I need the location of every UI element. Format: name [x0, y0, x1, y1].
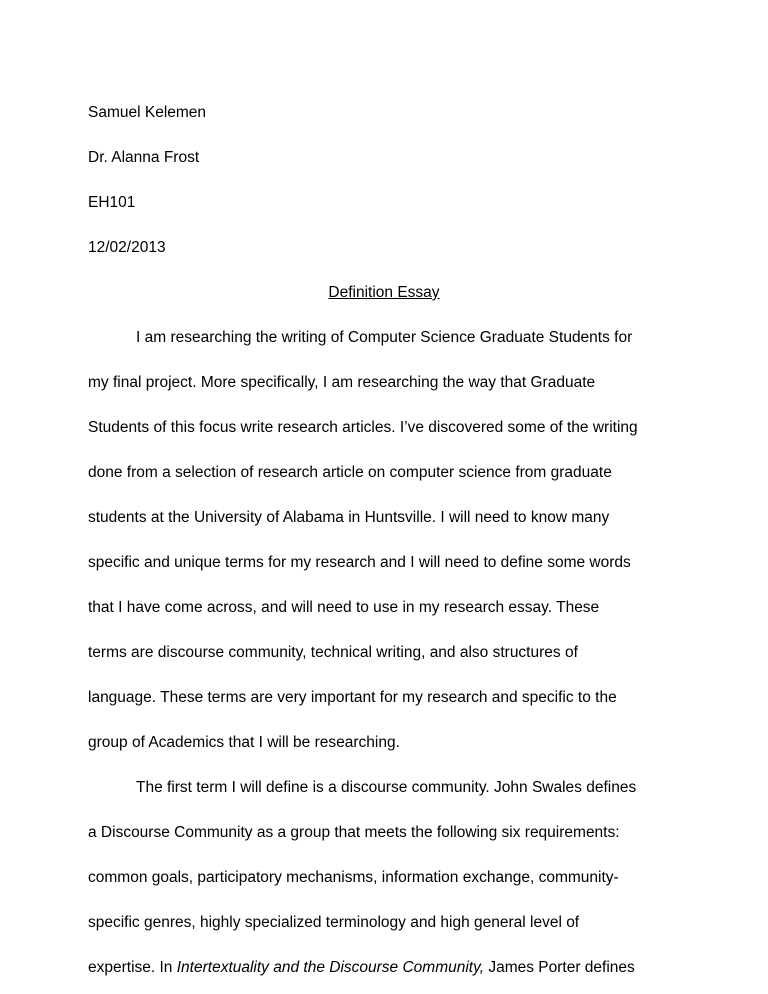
- essay-body: [88, 315, 692, 990]
- text-line: expertise. In: [88, 959, 177, 976]
- paragraph-1: [88, 315, 692, 765]
- essay-title: Definition Essay: [328, 284, 440, 301]
- paragraph-2: [88, 765, 692, 990]
- text-line: group of Academics that I will be researching.: [88, 734, 400, 751]
- text-line: done from a selection of research article on computer science from graduate: [88, 464, 612, 481]
- text-line: The first term I will define is a discourse community. John Swales defines: [136, 779, 637, 796]
- instructor-name: Dr. Alanna Frost: [88, 149, 200, 166]
- essay-heading: [88, 90, 688, 270]
- book-title: Intertextuality and the Discourse Community,: [176, 959, 485, 976]
- text-line: that I have come across, and will need to use in my research essay. These: [88, 599, 600, 616]
- essay-date: 12/02/2013: [88, 239, 166, 256]
- text-line: specific genres, highly specialized terminology and high general level of: [88, 914, 580, 931]
- course-code: EH101: [88, 194, 136, 211]
- text-line: a Discourse Community as a group that meets the following six requirements:: [88, 824, 620, 841]
- text-line: students at the University of Alabama in Huntsville. I will need to know many: [88, 509, 610, 526]
- text-line: common goals, participatory mechanisms, information exchange, community-: [88, 869, 619, 886]
- student-name: Samuel Kelemen: [88, 104, 207, 121]
- text-line: James Porter defines: [484, 959, 635, 976]
- text-line: language. These terms are very important for my research and specific to the: [88, 689, 617, 706]
- text-line: my final project. More specifically, I am researching the way that Graduate: [88, 374, 596, 391]
- text-line: specific and unique terms for my research and I will need to define some words: [88, 554, 631, 571]
- text-line: terms are discourse community, technical writing, and also structures of: [88, 644, 578, 661]
- text-line: Students of this focus write research articles. I’ve discovered some of the writing: [88, 419, 638, 436]
- text-line: I am researching the writing of Computer Science Graduate Students for: [136, 329, 633, 346]
